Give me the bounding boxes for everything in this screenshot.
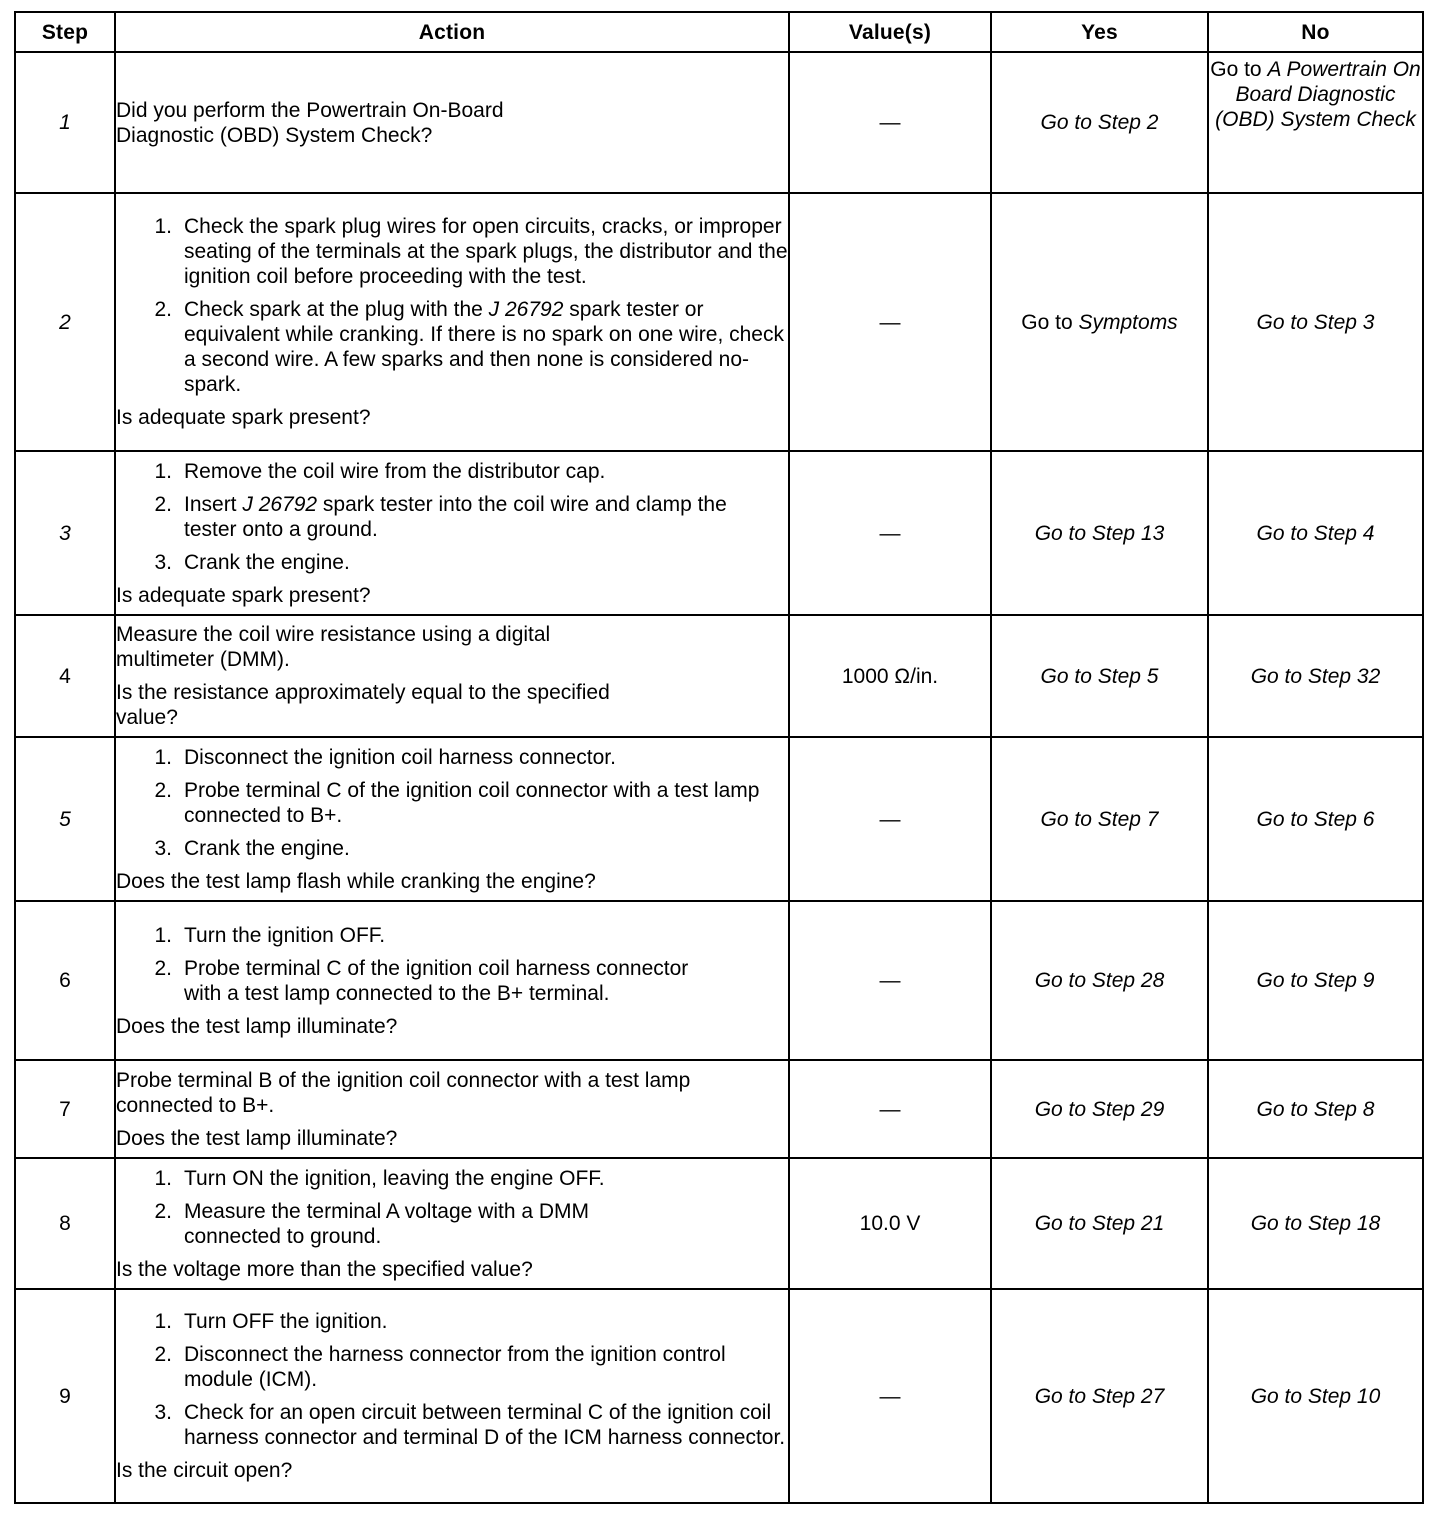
- yes-link[interactable]: [991, 193, 1208, 451]
- list-number: 2.: [154, 956, 172, 980]
- yes-link-text: Symptoms: [1078, 310, 1178, 334]
- list-text: Crank the engine.: [184, 836, 350, 860]
- step-number: 1: [15, 52, 115, 193]
- yes-link[interactable]: Go to Step 2: [991, 52, 1208, 193]
- list-number: 2.: [154, 492, 172, 516]
- table-row: [15, 1289, 1423, 1503]
- table-row: [15, 737, 1423, 901]
- list-item: [116, 492, 788, 542]
- action-cell: [115, 451, 789, 615]
- list-text: Disconnect the ignition coil harness connector.: [184, 745, 616, 769]
- action-question: Is the circuit open?: [116, 1459, 293, 1482]
- list-text: Measure the terminal A voltage with a DMM connected to ground.: [184, 1199, 590, 1248]
- action-question: Is the voltage more than the specified value?: [116, 1257, 533, 1281]
- value-cell: —: [789, 1060, 991, 1158]
- value-cell: —: [789, 193, 991, 451]
- action-question: Does the test lamp flash while cranking the engine?: [116, 869, 596, 893]
- list-item: [116, 214, 788, 289]
- list-item: [116, 956, 788, 1006]
- no-link[interactable]: Go to Step 9: [1208, 901, 1423, 1060]
- list-item: [116, 1309, 788, 1334]
- list-item: [116, 297, 788, 397]
- list-number: 1.: [154, 1310, 172, 1333]
- action-list: [116, 923, 788, 1006]
- list-text: [184, 492, 788, 542]
- list-number: 3.: [154, 1401, 172, 1424]
- header-values: Value(s): [789, 12, 991, 52]
- list-number: 1.: [154, 459, 172, 483]
- yes-link[interactable]: Go to Step 13: [991, 451, 1208, 615]
- list-text: Check for an open circuit between terminal C of the ignition coil harness connector and terminal D of the ICM harness connector.: [184, 1401, 786, 1449]
- table-row: [15, 901, 1423, 1060]
- text-fragment: Check spark at the plug with the: [184, 298, 489, 321]
- diagnostic-page: [14, 11, 1422, 1504]
- list-text: Disconnect the harness connector from the ignition control module (ICM).: [184, 1343, 726, 1391]
- yes-link[interactable]: Go to Step 27: [991, 1289, 1208, 1503]
- yes-link[interactable]: Go to Step 7: [991, 737, 1208, 901]
- action-list: [116, 214, 788, 397]
- action-question: Is the resistance approximately equal to the specified value?: [116, 681, 610, 729]
- list-number: 1.: [154, 1166, 172, 1190]
- table-header-row: [15, 12, 1423, 52]
- action-cell: [115, 1289, 789, 1503]
- action-list: [116, 459, 788, 575]
- value-cell: —: [789, 52, 991, 193]
- no-prefix: Go to: [1210, 58, 1268, 81]
- yes-link[interactable]: Go to Step 29: [991, 1060, 1208, 1158]
- action-cell: [115, 52, 789, 193]
- no-link[interactable]: Go to Step 32: [1208, 615, 1423, 737]
- list-text: Turn the ignition OFF.: [184, 923, 386, 947]
- step-number: 3: [15, 451, 115, 615]
- list-number: 1.: [154, 745, 172, 769]
- text-fragment: Insert: [184, 492, 243, 516]
- list-number: 2.: [154, 1199, 172, 1223]
- step-number: 2: [15, 193, 115, 451]
- step-number: 6: [15, 901, 115, 1060]
- no-link-text: A Powertrain On Board Diagnostic (OBD) System Check: [1215, 58, 1421, 131]
- text-fragment: spark tester or equivalent while cranking. If there is no spark on one wire, check a second wire. A few sparks and then none is considered no-spark.: [184, 298, 784, 396]
- step-number: 9: [15, 1289, 115, 1503]
- value-cell: —: [789, 451, 991, 615]
- value-cell: —: [789, 1289, 991, 1503]
- list-text: Check the spark plug wires for open circuits, cracks, or improper seating of the terminals at the spark plugs, the distributor and the ignition coil before proceeding with the test.: [184, 215, 788, 288]
- action-text: Measure the coil wire resistance using a digital multimeter (DMM).: [116, 623, 551, 671]
- text-fragment: spark tester into the coil wire and clamp the tester onto a ground.: [184, 492, 727, 541]
- no-link[interactable]: Go to Step 18: [1208, 1158, 1423, 1289]
- action-cell: [115, 737, 789, 901]
- list-item: [116, 1199, 788, 1249]
- action-cell: [115, 193, 789, 451]
- value-cell: —: [789, 901, 991, 1060]
- action-question: Is adequate spark present?: [116, 583, 371, 607]
- action-text: Did you perform the Powertrain On-Board Diagnostic (OBD) System Check?: [116, 98, 504, 147]
- list-text: Probe terminal C of the ignition coil harness connector with a test lamp connected to the B+ terminal.: [184, 956, 689, 1005]
- list-item: [116, 1166, 788, 1191]
- list-item: [116, 550, 788, 575]
- action-text: Probe terminal B of the ignition coil connector with a test lamp connected to B+.: [116, 1068, 691, 1117]
- action-list: [116, 1166, 788, 1249]
- action-cell: [115, 615, 789, 737]
- yes-link[interactable]: Go to Step 5: [991, 615, 1208, 737]
- list-number: 2.: [154, 1343, 172, 1366]
- no-link[interactable]: Go to Step 8: [1208, 1060, 1423, 1158]
- step-number: 7: [15, 1060, 115, 1158]
- list-text: Turn OFF the ignition.: [184, 1310, 388, 1333]
- list-item: [116, 459, 788, 484]
- list-text: Turn ON the ignition, leaving the engine OFF.: [184, 1166, 605, 1190]
- tool-number: J 26792: [488, 298, 564, 321]
- list-item: [116, 923, 788, 948]
- yes-link[interactable]: Go to Step 21: [991, 1158, 1208, 1289]
- list-item: [116, 745, 788, 770]
- list-number: 1.: [154, 215, 172, 238]
- table-row: [15, 193, 1423, 451]
- action-cell: [115, 1158, 789, 1289]
- no-link[interactable]: Go to Step 4: [1208, 451, 1423, 615]
- no-link[interactable]: Go to Step 10: [1208, 1289, 1423, 1503]
- value-cell: —: [789, 737, 991, 901]
- list-number: 2.: [154, 298, 172, 321]
- header-step: Step: [15, 12, 115, 52]
- list-number: 1.: [154, 923, 172, 947]
- table-row: [15, 1158, 1423, 1289]
- action-cell: [115, 1060, 789, 1158]
- list-text: Crank the engine.: [184, 550, 350, 574]
- list-item: [116, 778, 788, 828]
- table-row: [15, 52, 1423, 193]
- list-item: [116, 836, 788, 861]
- step-number: 8: [15, 1158, 115, 1289]
- action-question: Does the test lamp illuminate?: [116, 1126, 398, 1150]
- header-action: Action: [115, 12, 789, 52]
- list-item: [116, 1342, 788, 1392]
- action-cell: [115, 901, 789, 1060]
- value-cell: 10.0 V: [789, 1158, 991, 1289]
- no-link[interactable]: [1208, 52, 1423, 193]
- list-text: Remove the coil wire from the distributor cap.: [184, 459, 606, 483]
- value-cell: 1000 Ω/in.: [789, 615, 991, 737]
- yes-prefix: Go to: [1021, 310, 1079, 334]
- yes-link[interactable]: Go to Step 28: [991, 901, 1208, 1060]
- list-text: [184, 297, 788, 397]
- no-link[interactable]: Go to Step 3: [1208, 193, 1423, 451]
- list-number: 3.: [154, 836, 172, 860]
- header-yes: Yes: [991, 12, 1208, 52]
- tool-number: J 26792: [242, 492, 318, 516]
- list-text: Probe terminal C of the ignition coil connector with a test lamp connected to B+.: [184, 778, 760, 827]
- list-number: 3.: [154, 550, 172, 574]
- header-no: No: [1208, 12, 1423, 52]
- table-row: [15, 451, 1423, 615]
- table-row: [15, 1060, 1423, 1158]
- list-number: 2.: [154, 778, 172, 802]
- step-number: 4: [15, 615, 115, 737]
- no-link[interactable]: Go to Step 6: [1208, 737, 1423, 901]
- action-question: Is adequate spark present?: [116, 406, 371, 429]
- step-number: 5: [15, 737, 115, 901]
- action-question: Does the test lamp illuminate?: [116, 1014, 398, 1038]
- action-list: [116, 1309, 788, 1450]
- action-list: [116, 745, 788, 861]
- table-row: [15, 615, 1423, 737]
- diagnostic-table: [14, 11, 1424, 1504]
- list-item: [116, 1400, 788, 1450]
